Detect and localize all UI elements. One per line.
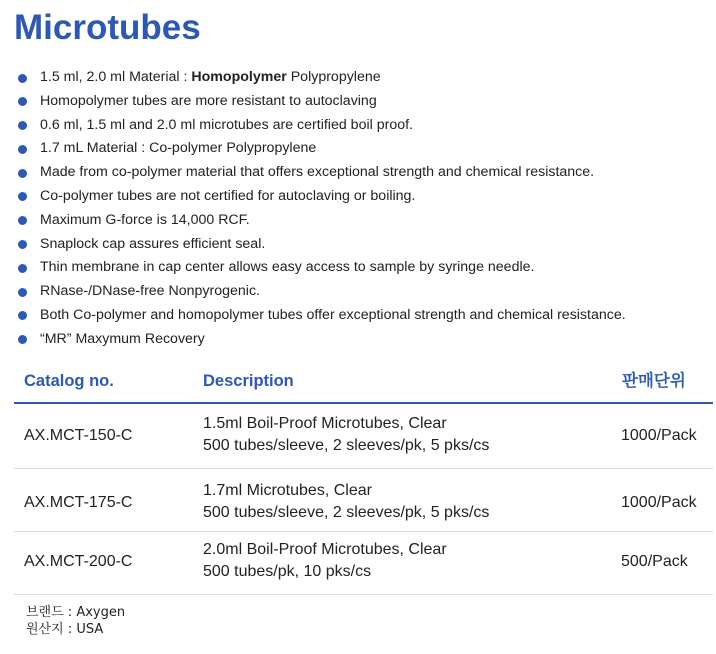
description-line: 500 tubes/sleeve, 2 sleeves/pk, 5 pks/cs [203, 504, 490, 521]
feature-text: Made from co-polymer material that offers exceptional strength and chemical resistance. [40, 164, 595, 181]
description-cell [203, 413, 489, 457]
description-line: 2.0ml Boil-Proof Microtubes, Clear [203, 541, 447, 558]
feature-text: 1.5 ml, 2.0 ml Material : [40, 69, 192, 85]
header-unit: 판매단위 [622, 372, 686, 390]
unit-cell: 1000/Pack [621, 494, 697, 511]
feature-item [18, 328, 626, 352]
feature-list [18, 66, 626, 352]
feature-text: Snaplock cap assures efficient seal. [40, 235, 266, 252]
description-cell [203, 539, 447, 583]
brand-text: 브랜드 : Axygen [26, 605, 126, 620]
feature-item [18, 256, 626, 280]
table-row [14, 532, 713, 595]
product-table [14, 362, 713, 595]
header-catalog: Catalog no. [24, 372, 114, 390]
unit-cell: 1000/Pack [621, 427, 697, 444]
table-header [14, 362, 713, 404]
description-line: 1.5ml Boil-Proof Microtubes, Clear [203, 415, 447, 432]
feature-item [18, 66, 626, 90]
feature-suffix: Polypropylene [286, 69, 381, 85]
table-row [14, 469, 713, 532]
feature-text: 1.7 mL Material : Co-polymer Polypropylene [40, 140, 317, 157]
bullet-icon [18, 216, 27, 225]
catalog-cell: AX.MCT-200-C [24, 553, 133, 570]
description-cell [203, 480, 489, 524]
feature-text: RNase-/DNase-free Nonpyrogenic. [40, 283, 260, 300]
description-line: 1.7ml Microtubes, Clear [203, 482, 372, 499]
feature-item [18, 233, 626, 257]
feature-text: Maximum G-force is 14,000 RCF. [40, 211, 250, 228]
feature-text: Co-polymer tubes are not certified for autoclaving or boiling. [40, 187, 416, 204]
table-row [14, 404, 713, 469]
catalog-cell: AX.MCT-150-C [24, 427, 133, 444]
feature-item [18, 185, 626, 209]
feature-item [18, 280, 626, 304]
feature-item [18, 304, 626, 328]
feature-text: Thin membrane in cap center allows easy access to sample by syringe needle. [40, 259, 535, 276]
feature-bold: Homopolymer [191, 69, 287, 85]
feature-item [18, 209, 626, 233]
bullet-icon [18, 192, 27, 201]
feature-text: Both Co-polymer and homopolymer tubes offer exceptional strength and chemical resistance. [40, 306, 626, 323]
feature-item [18, 90, 626, 114]
bullet-icon [18, 288, 27, 297]
header-description: Description [203, 372, 294, 390]
footer-info [26, 604, 125, 638]
origin-text: 원산지 : USA [26, 622, 104, 637]
feature-text: 0.6 ml, 1.5 ml and 2.0 ml microtubes are certified boil proof. [40, 116, 413, 133]
bullet-icon [18, 264, 27, 273]
bullet-icon [18, 121, 27, 130]
bullet-icon [18, 169, 27, 178]
unit-cell: 500/Pack [621, 553, 688, 570]
bullet-icon [18, 74, 27, 83]
page-title: Microtubes [14, 8, 201, 47]
feature-item [18, 114, 626, 138]
feature-item [18, 161, 626, 185]
bullet-icon [18, 311, 27, 320]
description-line: 500 tubes/pk, 10 pks/cs [203, 563, 372, 580]
feature-text: “MR” Maxymum Recovery [40, 330, 205, 347]
feature-item [18, 137, 626, 161]
bullet-icon [18, 335, 27, 344]
bullet-icon [18, 145, 27, 154]
description-line: 500 tubes/sleeve, 2 sleeves/pk, 5 pks/cs [203, 437, 490, 454]
catalog-cell: AX.MCT-175-C [24, 494, 133, 511]
bullet-icon [18, 97, 27, 106]
feature-text: Homopolymer tubes are more resistant to autoclaving [40, 92, 377, 109]
bullet-icon [18, 240, 27, 249]
